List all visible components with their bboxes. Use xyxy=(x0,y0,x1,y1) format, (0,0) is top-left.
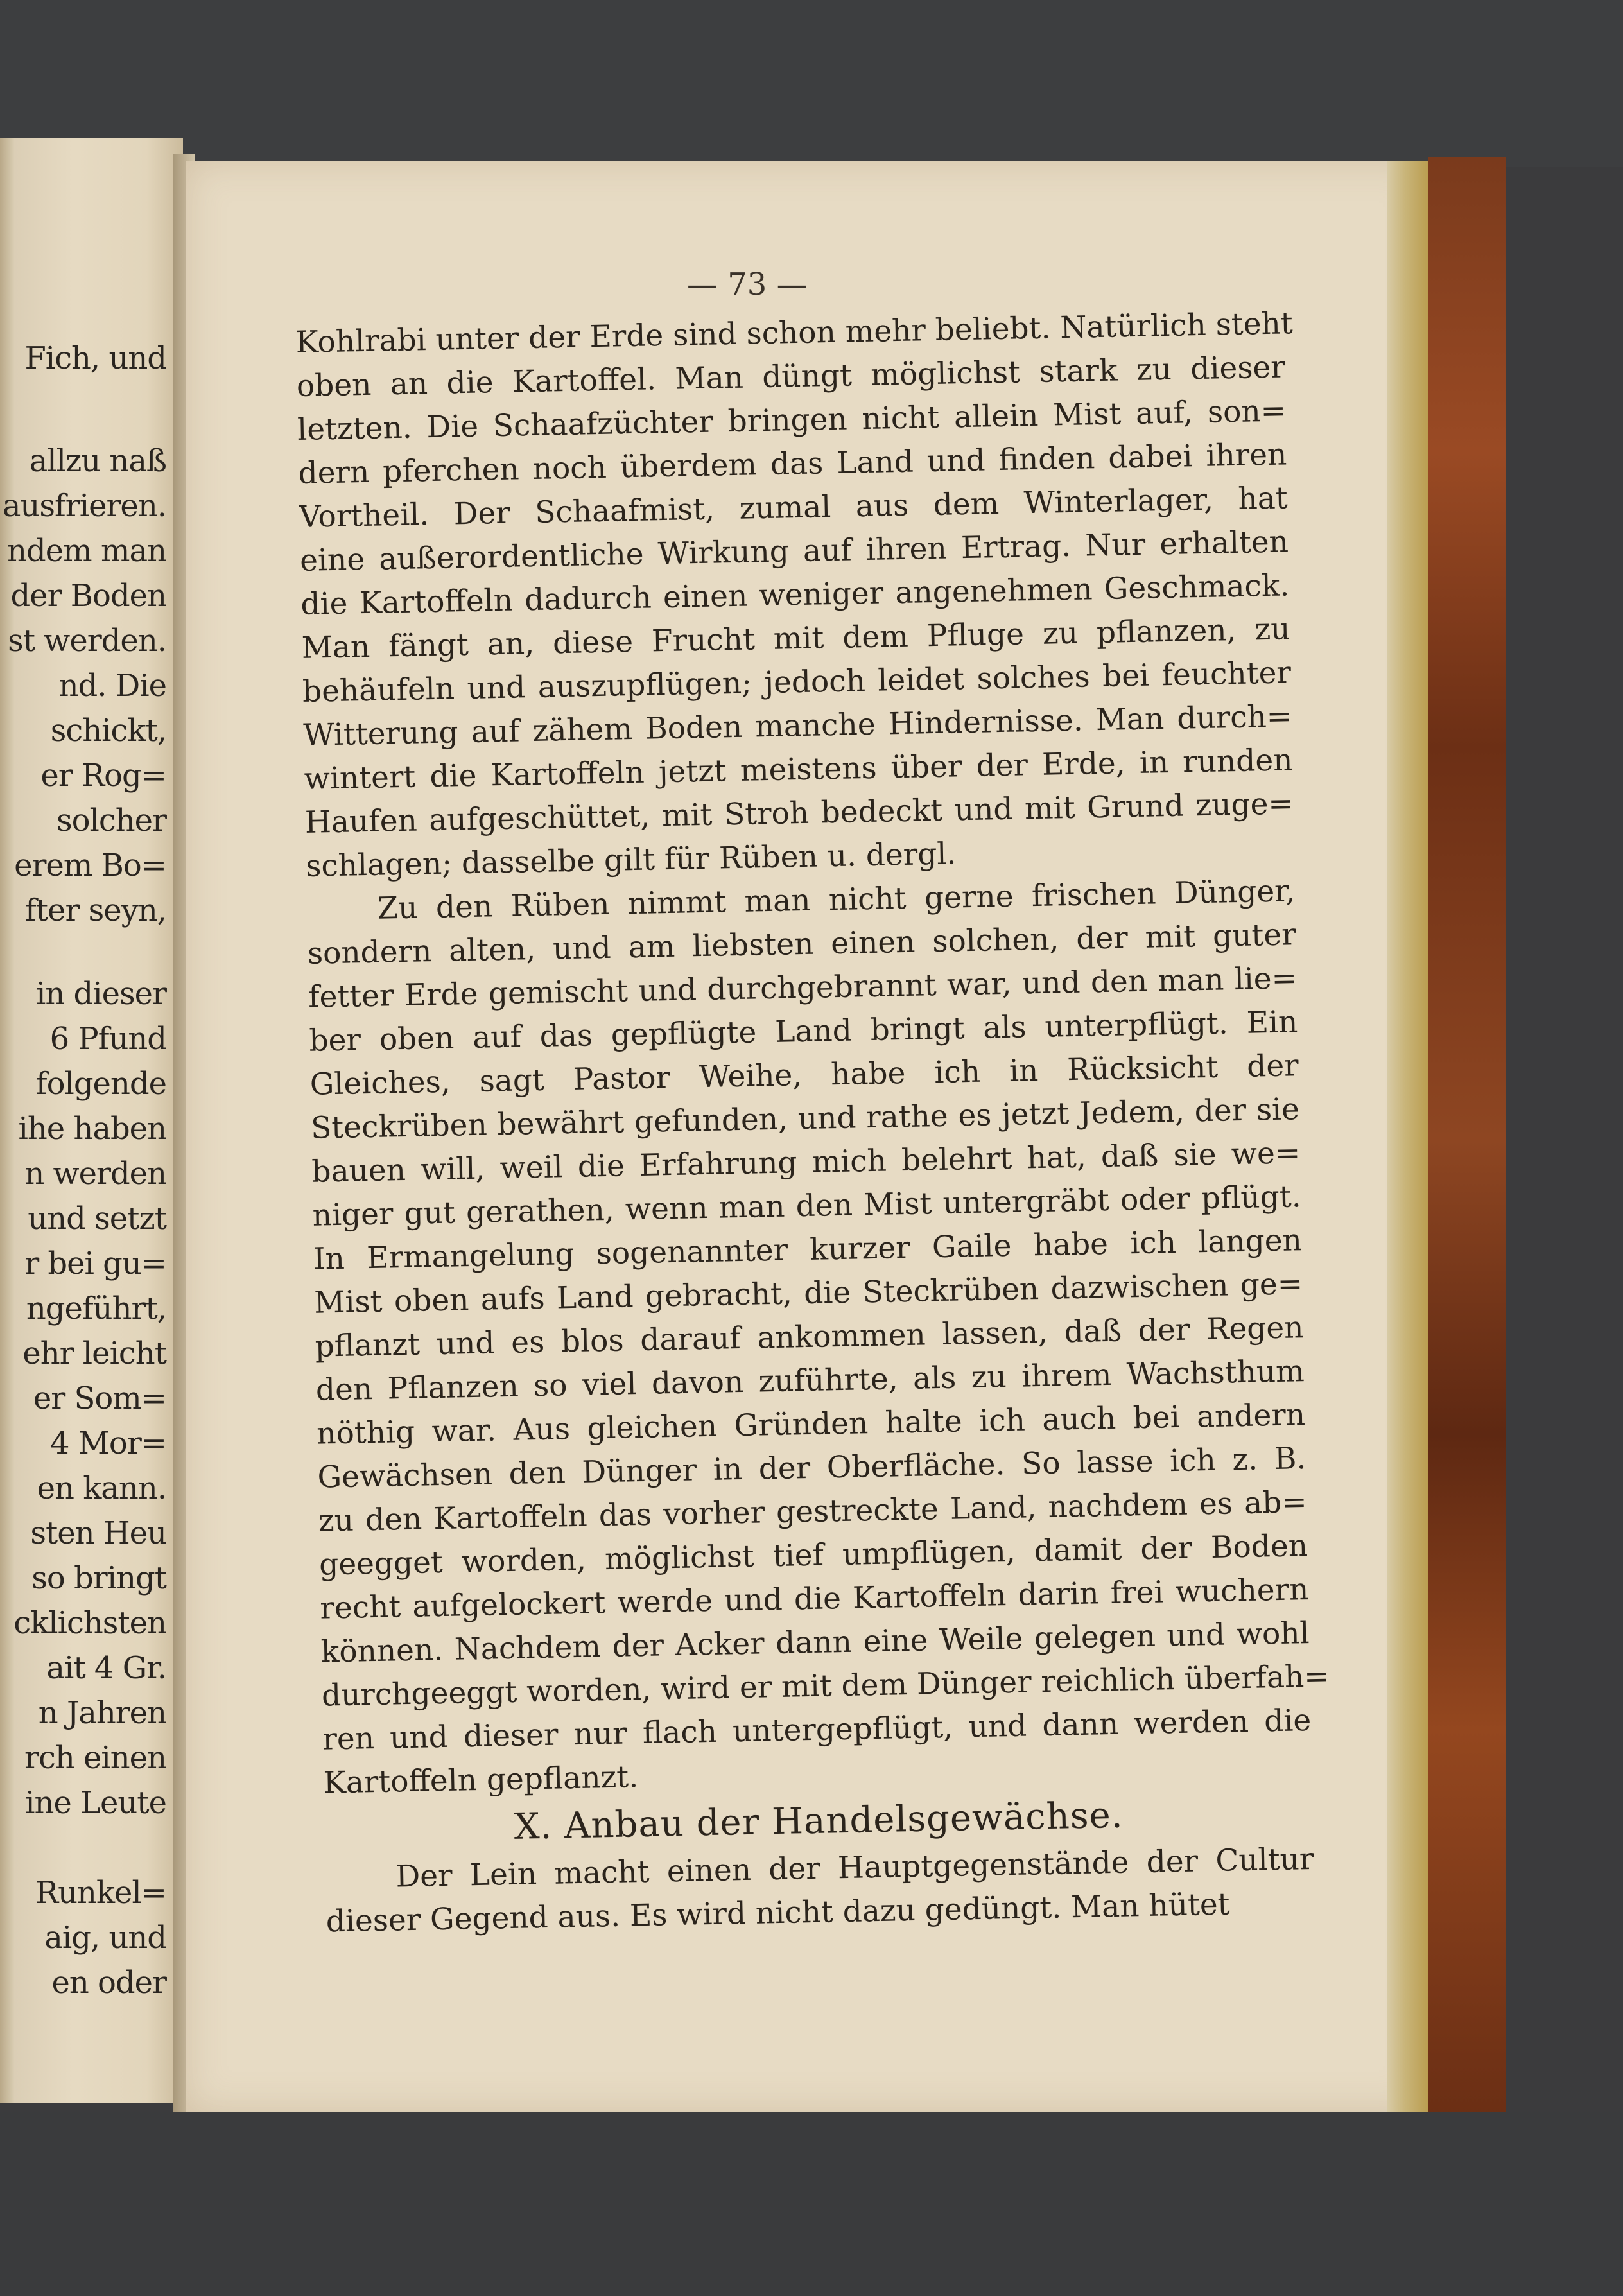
previous-page-edge xyxy=(0,138,14,2103)
previous-page-line: 4 Mor= xyxy=(49,1425,166,1461)
previous-page-sliver xyxy=(0,138,183,2103)
scan-background-top xyxy=(0,0,1623,167)
text-line: Haufen aufgeschüttet, mit Stroh bedeckt und mit Grund zuge= xyxy=(304,786,1294,840)
text-line: behäufeln und auszupflügen; jedoch leidet solches bei feuchter xyxy=(302,655,1292,709)
text-line: dern pferchen noch überdem das Land und finden dabei ihren xyxy=(298,437,1287,491)
previous-page-line: folgende xyxy=(35,1066,166,1102)
previous-page-line: solcher xyxy=(56,803,166,839)
text-line: schlagen; dasselbe gilt für Rüben u. dergl. xyxy=(305,836,957,884)
previous-page-line: so bringt xyxy=(31,1560,166,1596)
previous-page-line: der Boden xyxy=(10,578,166,614)
text-line: Gleiches, sagt Pastor Weihe, habe ich in Rücksicht der xyxy=(309,1048,1299,1102)
text-line: durchgeeggt worden, wird er mit dem Dünger reichlich überfah= xyxy=(321,1658,1330,1714)
text-line: Gewächsen den Dünger in der Oberfläche. So lasse ich z. B. xyxy=(317,1441,1306,1495)
section-heading: X. Anbau der Handelsgewächse. xyxy=(513,1794,1124,1848)
text-line: recht aufgelockert werde und die Kartoffeln darin frei wuchern xyxy=(319,1572,1309,1626)
previous-page-line: en oder xyxy=(51,1965,166,2001)
previous-page-line: er Rog= xyxy=(40,758,166,794)
previous-page-line: allzu naß xyxy=(29,443,166,479)
page-number: — 73 — xyxy=(687,266,808,302)
previous-page-line: n werden xyxy=(24,1156,166,1192)
text-line: sondern alten, und am liebsten einen solchen, der mit guter xyxy=(307,917,1297,971)
text-line: zu den Kartoffeln das vorher gestreckte Land, nachdem es ab= xyxy=(318,1484,1308,1539)
previous-page-line: st werden. xyxy=(8,623,166,659)
previous-page-line: schickt, xyxy=(50,713,166,749)
previous-page-line: en kann. xyxy=(37,1470,166,1506)
previous-page-line: erem Bo= xyxy=(14,848,166,883)
previous-page-line: Fich, und xyxy=(24,340,166,376)
previous-page-line: ndem man xyxy=(7,533,166,569)
previous-page-line: aig, und xyxy=(44,1920,166,1956)
text-line: In Ermangelung sogenannter kurzer Gaile habe ich langen xyxy=(313,1222,1303,1277)
previous-page-line: in dieser xyxy=(36,976,166,1012)
scan-background-bottom xyxy=(0,2112,1623,2296)
text-line: dieser Gegend aus. Es wird nicht dazu gedüngt. Man hütet xyxy=(325,1886,1231,1940)
book-cover-marbled xyxy=(1428,157,1506,2122)
text-line: eine außerordentliche Wirkung auf ihren Ertrag. Nur erhalten xyxy=(299,524,1289,578)
text-line: Witterung auf zähem Boden manche Hindernisse. Man durch= xyxy=(302,699,1292,753)
text-line: nöthig war. Aus gleichen Gründen halte ich auch bei andern xyxy=(316,1397,1306,1452)
previous-page-line: er Som= xyxy=(33,1380,166,1416)
previous-page-line: Runkel= xyxy=(35,1875,166,1911)
paragraph-2 xyxy=(306,869,1330,1805)
text-line: Vortheil. Der Schaafmist, zumal aus dem Winterlager, hat xyxy=(299,480,1289,535)
previous-page-line: 6 Pfund xyxy=(49,1021,166,1057)
previous-page-line: nd. Die xyxy=(58,668,166,704)
previous-page-line: fter seyn, xyxy=(25,892,166,928)
previous-page-line: und setzt xyxy=(28,1201,166,1237)
text-line: letzten. Die Schaafzüchter bringen nicht allein Mist auf, son= xyxy=(297,393,1287,448)
page-edges-gilt xyxy=(1387,161,1432,2112)
previous-page-line: cklichsten xyxy=(13,1605,166,1641)
text-line: fetter Erde gemischt und durchgebrannt war, und den man lie= xyxy=(308,961,1298,1015)
text-line: können. Nachdem der Acker dann eine Weile gelegen und wohl xyxy=(320,1615,1310,1670)
text-line: den Pflanzen so viel davon zuführte, als zu ihrem Wachsthum xyxy=(315,1353,1305,1408)
text-line: bauen will, weil die Erfahrung mich belehrt hat, daß sie we= xyxy=(311,1135,1301,1190)
text-line: Man fängt an, diese Frucht mit dem Pfluge zu pflanzen, zu xyxy=(301,611,1291,666)
text-line: ber oben auf das gepflügte Land bringt als unterpflügt. Ein xyxy=(309,1004,1298,1059)
previous-page-line: ine Leute xyxy=(25,1785,166,1821)
previous-page-line: n Jahren xyxy=(38,1695,166,1731)
previous-page-line: ait 4 Gr. xyxy=(46,1650,166,1686)
text-line: Mist oben aufs Land gebracht, die Steckrüben dazwischen ge= xyxy=(313,1266,1303,1321)
text-line: ren und dieser nur flach untergepflügt, und dann werden die xyxy=(322,1703,1312,1757)
text-line: Kartoffeln gepflanzt. xyxy=(323,1759,639,1801)
previous-page-line: ihe haben xyxy=(18,1111,166,1147)
previous-page-line: ausfrieren. xyxy=(2,488,166,524)
text-line: wintert die Kartoffeln jetzt meistens über der Erde, in runden xyxy=(304,742,1293,797)
page-text-block xyxy=(295,302,1330,1944)
paragraph-1 xyxy=(295,302,1295,888)
text-line: Kohlrabi unter der Erde sind schon mehr beliebt. Natürlich steht xyxy=(295,306,1294,360)
text-line: Steckrüben bewährt gefunden, und rathe es jetzt Jedem, der sie xyxy=(310,1091,1300,1146)
previous-page-line: ngeführt, xyxy=(26,1291,166,1326)
text-line: Der Lein macht einen der Hauptgegenstände der Cultur xyxy=(395,1841,1314,1895)
text-line: pflanzt und es blos darauf ankommen lassen, daß der Regen xyxy=(315,1310,1304,1364)
previous-page-line: ehr leicht xyxy=(22,1335,166,1371)
text-line: oben an die Kartoffel. Man düngt möglichst stark zu dieser xyxy=(296,349,1286,404)
text-line: Zu den Rüben nimmt man nicht gerne frischen Dünger, xyxy=(377,873,1296,926)
previous-page-line: rch einen xyxy=(24,1740,166,1776)
text-line: geegget worden, möglichst tief umpflügen, damit der Boden xyxy=(318,1528,1308,1583)
text-line: die Kartoffeln dadurch einen weniger angenehmen Geschmack. xyxy=(300,568,1290,622)
previous-page-line: sten Heu xyxy=(30,1515,166,1551)
text-line: niger gut gerathen, wenn man den Mist untergräbt oder pflügt. xyxy=(312,1179,1301,1233)
previous-page-line: r bei gu= xyxy=(24,1246,166,1282)
